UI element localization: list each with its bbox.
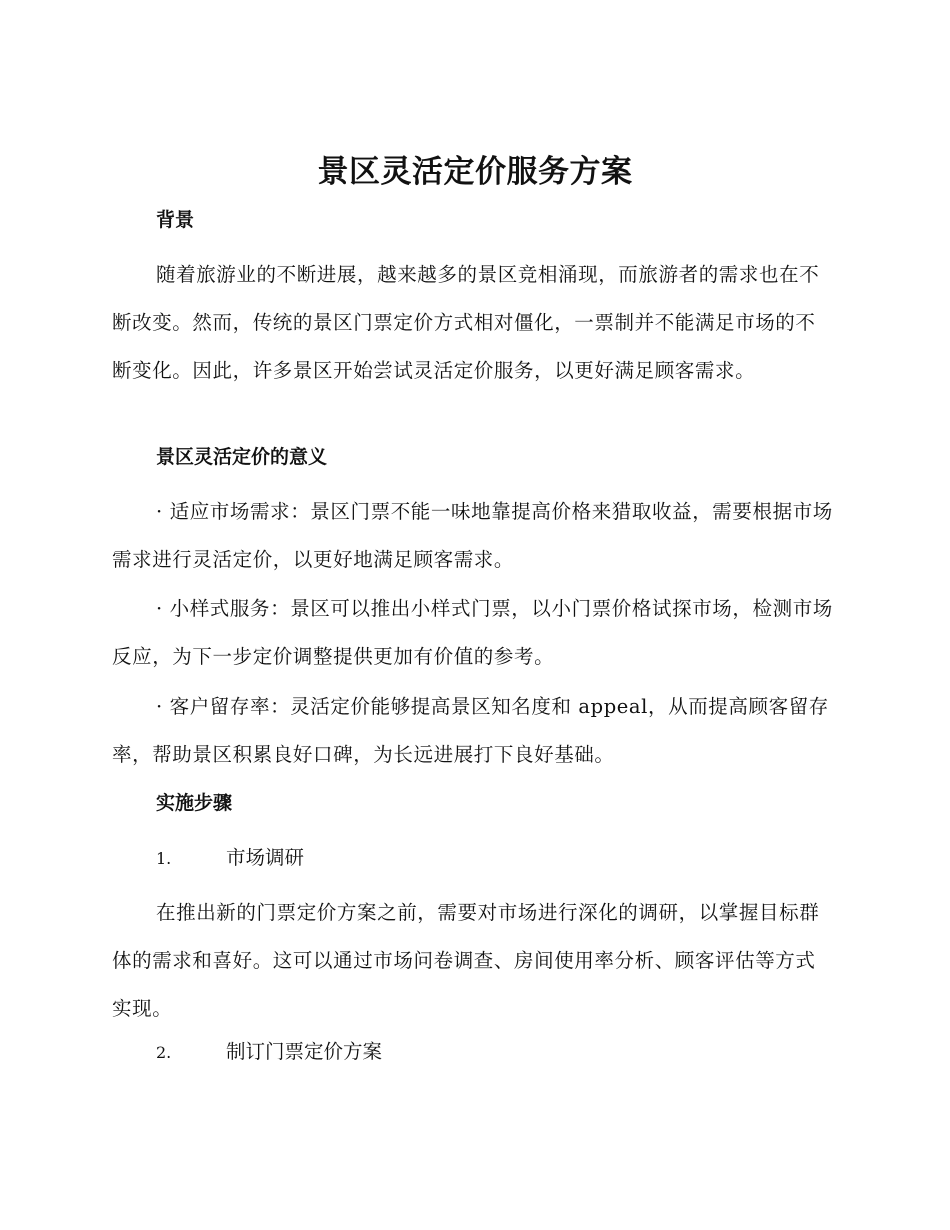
background-paragraph: 随着旅游业的不断进展，越来越多的景区竞相涌现，而旅游者的需求也在不断改变。然而，传统的景区门票定价方式相对僵化，一票制并不能满足市场的不断变化。因此，许多景区开始尝试灵活定价服务，以更好满足顾客需求。 <box>112 263 820 382</box>
step-1-paragraph: 在推出新的门票定价方案之前，需要对市场进行深化的调研，以掌握目标群体的需求和喜好。这可以通过市场问卷调查、房间使用率分析、顾客评估等方式实现。 <box>112 901 820 1020</box>
step-2-item <box>156 1037 382 1068</box>
meaning-point-retention: · 客户留存率：灵活定价能够提高景区知名度和 appeal，从而提高顾客留存率，帮助景区积累良好口碑，为长远进展打下良好基础。 <box>112 695 829 766</box>
section-heading-steps: 实施步骤 <box>156 792 233 814</box>
section-heading-meaning: 景区灵活定价的意义 <box>156 446 328 468</box>
document-title: 景区灵活定价服务方案 <box>317 154 633 190</box>
step-2-number: 2. <box>156 1043 172 1062</box>
step-1-number: 1. <box>156 849 172 868</box>
section-heading-background: 背景 <box>156 209 195 231</box>
meaning-point-market-demand: · 适应市场需求：景区门票不能一味地靠提高价格来猎取收益，需要根据市场需求进行灵活定价，以更好地满足顾客需求。 <box>112 500 833 571</box>
meaning-point-sample-service: · 小样式服务：景区可以推出小样式门票，以小门票价格试探市场，检测市场反应，为下一步定价调整提供更加有价值的参考。 <box>112 597 833 668</box>
step-1-item <box>156 843 304 874</box>
step-2-label: 制订门票定价方案 <box>226 1040 383 1063</box>
step-1-label: 市场调研 <box>226 846 305 869</box>
